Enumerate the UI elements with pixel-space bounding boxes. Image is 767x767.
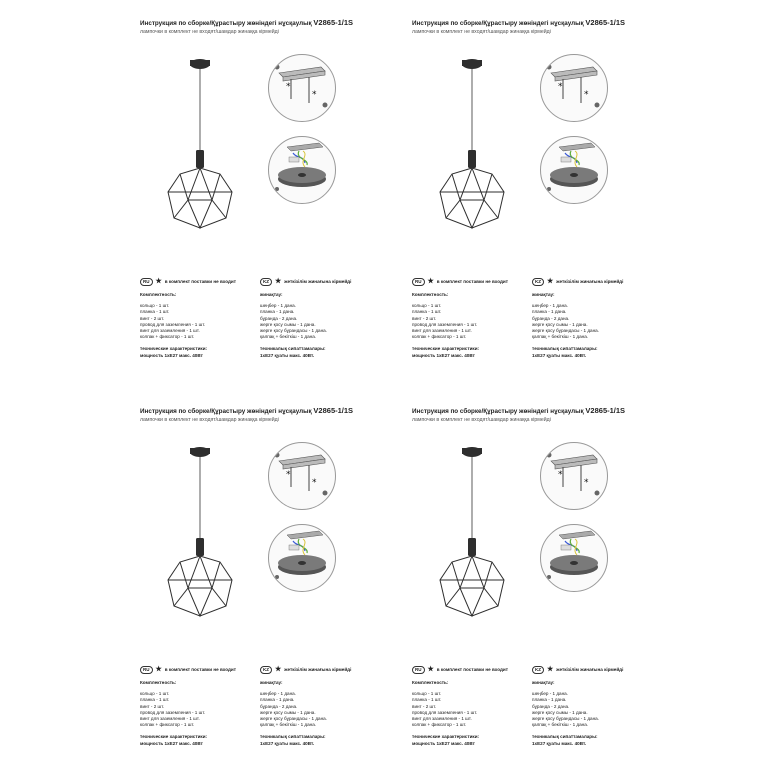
- ru-note: в комплект поставки не входит: [436, 278, 508, 284]
- kz-section: [532, 666, 650, 747]
- kz-contents-label: жинақтау:: [532, 292, 555, 297]
- contents-item: бұранда - 2 дана.: [260, 703, 298, 709]
- contents-item: жерге қосу бұрандасы - 1 дана.: [260, 328, 327, 334]
- contents-item: провод для заземления - 1 шт.: [412, 709, 478, 715]
- contents-item: планка - 1 шт.: [412, 697, 442, 703]
- title-text: Инструкция по сборке/Құрастыру жөніндегі нұсқаулық: [140, 408, 312, 415]
- ru-spec-label: технические характеристики:: [140, 734, 208, 740]
- kz-spec-label: техникалық сипаттамалары:: [260, 734, 326, 740]
- model-number: V2865-1/1S: [313, 406, 354, 415]
- ru-section: [412, 278, 530, 359]
- ru-items-list: [140, 303, 258, 340]
- star-icon: ★: [547, 278, 554, 285]
- mounting-bracket-diagram: [268, 442, 336, 510]
- contents-item: винт - 2 шт.: [140, 703, 165, 709]
- contents-item: жерге қосу сымы - 1 дана.: [532, 709, 588, 715]
- contents-item: провод для заземления - 1 шт.: [412, 321, 478, 327]
- contents-item: жерге қосу бұрандасы - 1 дана.: [532, 716, 599, 722]
- contents-item: жерге қосу бұрандасы - 1 дана.: [260, 716, 327, 722]
- ru-items-list: [412, 303, 530, 340]
- model-number: V2865-1/1S: [585, 406, 626, 415]
- contents-item: қалпақ + бекіткіш - 1 дана.: [532, 334, 589, 340]
- kz-section: [532, 278, 650, 359]
- contents-item: колпак + фиксатор - 1 шт.: [140, 334, 195, 340]
- contents-item: колпак + фиксатор - 1 шт.: [140, 722, 195, 728]
- star-icon: ★: [275, 666, 282, 673]
- contents-item: планка - 1 дана.: [532, 309, 567, 315]
- contents-item: жерге қосу бұрандасы - 1 дана.: [532, 328, 599, 334]
- title-text: Инструкция по сборке/Құрастыру жөніндегі нұсқаулық: [140, 20, 312, 27]
- contents-item: винт для заземления - 1 шт.: [140, 328, 200, 334]
- contents-item: қалпақ + бекіткіш - 1 дана.: [260, 334, 317, 340]
- ru-section: [140, 278, 258, 359]
- canopy-wiring-diagram: [268, 524, 336, 592]
- kz-note: жеткізілім жинағына кірмейді: [556, 666, 624, 672]
- kz-spec-label: техникалық сипаттамалары:: [260, 346, 326, 352]
- card-subtitle: лампочки в комплект не входят/шамдар жинаққа кірмейді: [412, 29, 551, 35]
- kz-spec-value: 1xE27 қуаты макс. 40Вт.: [260, 352, 315, 358]
- kz-flag-badge: KZ: [260, 278, 272, 286]
- card-subtitle: лампочки в комплект не входят/шамдар жинаққа кірмейді: [412, 417, 551, 423]
- ru-contents-label: Комплектность:: [412, 680, 449, 685]
- kz-flag-badge: KZ: [532, 278, 544, 286]
- contents-item: планка - 1 дана.: [532, 697, 567, 703]
- contents-item: шеңбер - 1 дана.: [532, 691, 568, 697]
- kz-header: [532, 666, 650, 674]
- contents-item: кольцо - 1 шт.: [140, 691, 170, 697]
- mounting-bracket-diagram: [268, 54, 336, 122]
- canopy-wiring-diagram: [540, 524, 608, 592]
- contents-item: колпак + фиксатор - 1 шт.: [412, 722, 467, 728]
- title-text: Инструкция по сборке/Құрастыру жөніндегі нұсқаулық: [412, 20, 584, 27]
- contents-item: винт для заземления - 1 шт.: [412, 716, 472, 722]
- mounting-bracket-diagram: [540, 442, 608, 510]
- ru-section: [140, 666, 258, 747]
- svg-text:*: *: [584, 90, 589, 100]
- model-number: V2865-1/1S: [313, 18, 354, 27]
- ru-items-list: [412, 691, 530, 728]
- ru-header: [412, 666, 530, 674]
- ru-flag-badge: RU: [140, 278, 153, 286]
- card-title: [140, 406, 390, 415]
- ru-header: [140, 278, 258, 286]
- card-title: [412, 406, 662, 415]
- kz-flag-badge: KZ: [260, 666, 272, 674]
- contents-item: кольцо - 1 шт.: [140, 303, 170, 309]
- kz-items-list: [260, 691, 378, 728]
- svg-text:*: *: [286, 82, 291, 92]
- contents-item: бұранда - 2 дана.: [532, 703, 570, 709]
- kz-items-list: [260, 303, 378, 340]
- mounting-bracket-diagram: [540, 54, 608, 122]
- contents-item: бұранда - 2 дана.: [532, 315, 570, 321]
- ru-flag-badge: RU: [412, 278, 425, 286]
- star-icon: ★: [275, 278, 282, 285]
- contents-item: кольцо - 1 шт.: [412, 691, 442, 697]
- contents-item: провод для заземления - 1 шт.: [140, 709, 206, 715]
- ru-spec-value: мощность 1xE27 макс. 40Вт: [140, 740, 203, 746]
- contents-item: жерге қосу сымы - 1 дана.: [532, 321, 588, 327]
- contents-item: шеңбер - 1 дана.: [260, 691, 296, 697]
- kz-note: жеткізілім жинағына кірмейді: [284, 278, 352, 284]
- kz-header: [260, 278, 378, 286]
- contents-item: жерге қосу сымы - 1 дана.: [260, 709, 316, 715]
- model-number: V2865-1/1S: [585, 18, 626, 27]
- ru-contents-label: Комплектность:: [140, 292, 177, 297]
- instruction-card: [412, 400, 662, 760]
- ru-spec-value: мощность 1xE27 макс. 40Вт: [412, 740, 475, 746]
- pendant-lamp-illustration: [160, 50, 240, 240]
- kz-flag-badge: KZ: [532, 666, 544, 674]
- contents-item: планка - 1 дана.: [260, 309, 295, 315]
- card-title: [412, 18, 662, 27]
- contents-item: бұранда - 2 дана.: [260, 315, 298, 321]
- contents-item: қалпақ + бекіткіш - 1 дана.: [532, 722, 589, 728]
- contents-item: планка - 1 шт.: [412, 309, 442, 315]
- kz-section: [260, 278, 378, 359]
- ru-spec-label: технические характеристики:: [140, 346, 208, 352]
- svg-text:*: *: [558, 82, 563, 92]
- kz-contents-label: жинақтау:: [532, 680, 555, 685]
- ru-spec-label: технические характеристики:: [412, 346, 480, 352]
- kz-spec-label: техникалық сипаттамалары:: [532, 346, 598, 352]
- kz-note: жеткізілім жинағына кірмейді: [556, 278, 624, 284]
- contents-item: винт для заземления - 1 шт.: [412, 328, 472, 334]
- contents-item: винт - 2 шт.: [412, 315, 437, 321]
- svg-text:*: *: [286, 470, 291, 480]
- card-title: [140, 18, 390, 27]
- ru-spec-label: технические характеристики:: [412, 734, 480, 740]
- star-icon: ★: [155, 666, 162, 673]
- kz-spec-value: 1xE27 қуаты макс. 40Вт.: [260, 740, 315, 746]
- ru-contents-label: Комплектность:: [140, 680, 177, 685]
- instruction-card: [412, 12, 662, 372]
- contents-item: планка - 1 шт.: [140, 309, 170, 315]
- ru-section: [412, 666, 530, 747]
- svg-text:*: *: [558, 470, 563, 480]
- kz-spec-value: 1xE27 қуаты макс. 40Вт.: [532, 740, 587, 746]
- ru-note: в комплект поставки не входит: [164, 666, 236, 672]
- star-icon: ★: [547, 666, 554, 673]
- canopy-wiring-diagram: [268, 136, 336, 204]
- contents-item: шеңбер - 1 дана.: [532, 303, 568, 309]
- contents-item: винт - 2 шт.: [140, 315, 165, 321]
- contents-item: шеңбер - 1 дана.: [260, 303, 296, 309]
- kz-header: [532, 278, 650, 286]
- contents-item: қалпақ + бекіткіш - 1 дана.: [260, 722, 317, 728]
- kz-items-list: [532, 303, 650, 340]
- ru-spec-value: мощность 1xE27 макс. 40Вт: [140, 352, 203, 358]
- ru-spec-value: мощность 1xE27 макс. 40Вт: [412, 352, 475, 358]
- instruction-card: [140, 12, 390, 372]
- kz-spec-value: 1xE27 қуаты макс. 40Вт.: [532, 352, 587, 358]
- instruction-card: [140, 400, 390, 760]
- ru-header: [140, 666, 258, 674]
- svg-text:*: *: [312, 90, 317, 100]
- contents-item: жерге қосу сымы - 1 дана.: [260, 321, 316, 327]
- svg-text:*: *: [312, 478, 317, 488]
- contents-item: винт - 2 шт.: [412, 703, 437, 709]
- canopy-wiring-diagram: [540, 136, 608, 204]
- kz-note: жеткізілім жинағына кірмейді: [284, 666, 352, 672]
- pendant-lamp-illustration: [160, 438, 240, 628]
- ru-flag-badge: RU: [140, 666, 153, 674]
- contents-item: колпак + фиксатор - 1 шт.: [412, 334, 467, 340]
- ru-note: в комплект поставки не входит: [436, 666, 508, 672]
- contents-item: кольцо - 1 шт.: [412, 303, 442, 309]
- pendant-lamp-illustration: [432, 50, 512, 240]
- ru-header: [412, 278, 530, 286]
- contents-item: винт для заземления - 1 шт.: [140, 716, 200, 722]
- kz-contents-label: жинақтау:: [260, 292, 283, 297]
- card-subtitle: лампочки в комплект не входят/шамдар жинаққа кірмейді: [140, 29, 279, 35]
- kz-header: [260, 666, 378, 674]
- contents-item: планка - 1 дана.: [260, 697, 295, 703]
- ru-items-list: [140, 691, 258, 728]
- star-icon: ★: [155, 278, 162, 285]
- ru-note: в комплект поставки не входит: [164, 278, 236, 284]
- pendant-lamp-illustration: [432, 438, 512, 628]
- contents-item: планка - 1 шт.: [140, 697, 170, 703]
- ru-contents-label: Комплектность:: [412, 292, 449, 297]
- kz-spec-label: техникалық сипаттамалары:: [532, 734, 598, 740]
- svg-text:*: *: [584, 478, 589, 488]
- star-icon: ★: [427, 278, 434, 285]
- title-text: Инструкция по сборке/Құрастыру жөніндегі нұсқаулық: [412, 408, 584, 415]
- contents-item: провод для заземления - 1 шт.: [140, 321, 206, 327]
- kz-section: [260, 666, 378, 747]
- kz-contents-label: жинақтау:: [260, 680, 283, 685]
- ru-flag-badge: RU: [412, 666, 425, 674]
- kz-items-list: [532, 691, 650, 728]
- star-icon: ★: [427, 666, 434, 673]
- card-subtitle: лампочки в комплект не входят/шамдар жинаққа кірмейді: [140, 417, 279, 423]
